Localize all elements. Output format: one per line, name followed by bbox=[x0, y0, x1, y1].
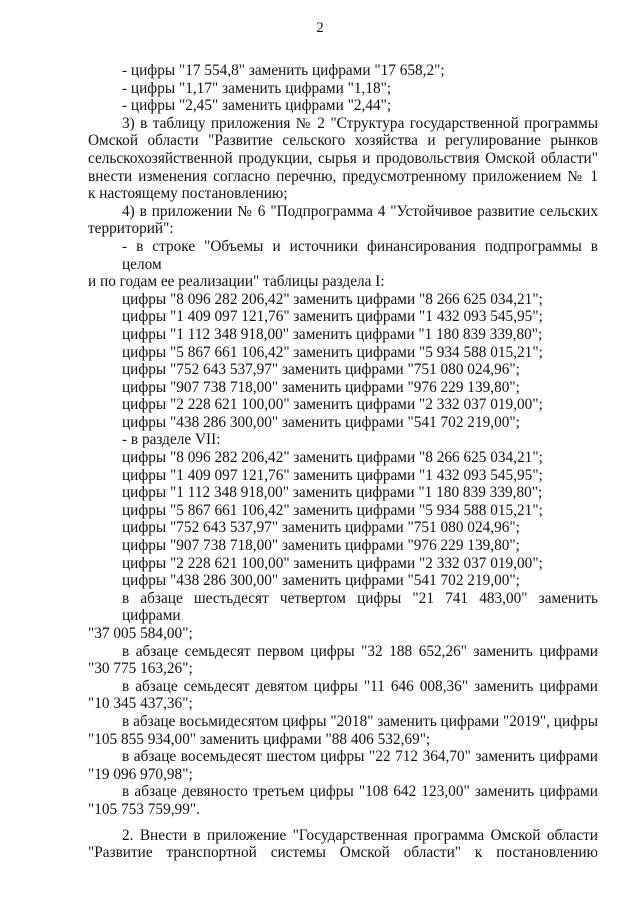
page-number: 2 bbox=[316, 20, 324, 36]
text-line: цифры "2 228 621 100,00" заменить цифрами "2 332 037 019,00"; bbox=[122, 554, 543, 572]
text-line: 3) в таблицу приложения № 2 "Структура государственной программы bbox=[122, 114, 598, 132]
text-line: в абзаце семьдесят первом цифры "32 188 652,26" заменить цифрами bbox=[122, 642, 598, 660]
text-line: "105 753 759,99". bbox=[88, 800, 200, 818]
text-line: цифры "5 867 661 106,42" заменить цифрами "5 934 588 015,21"; bbox=[122, 343, 543, 361]
text-line: цифры "752 643 537,97" заменить цифрами "751 080 024,96"; bbox=[122, 519, 520, 537]
text-line: "19 096 970,98"; bbox=[88, 765, 193, 783]
text-line: 4) в приложении № 6 "Подпрограмма 4 "Устойчивое развитие сельских bbox=[122, 202, 598, 220]
text-line: цифры "1 112 348 918,00" заменить цифрами "1 180 839 339,80"; bbox=[122, 325, 543, 343]
text-line: цифры "8 096 282 206,42" заменить цифрами "8 266 625 034,21"; bbox=[122, 449, 543, 467]
text-line: в абзаце девяносто третьем цифры "108 642 123,00" заменить цифрами bbox=[122, 783, 598, 801]
paragraph-gap bbox=[88, 819, 598, 827]
text-line: цифры "907 738 718,00" заменить цифрами "976 229 139,80"; bbox=[122, 537, 520, 555]
text-line: в абзаце шестьдесят четвертом цифры "21 741 483,00" заменить цифрами bbox=[122, 589, 598, 625]
text-line: 2. Внести в приложение "Государственная программа Омской области bbox=[122, 826, 598, 844]
document-body bbox=[88, 62, 598, 862]
text-line: в абзаце восьмидесятом цифры "2018" заменить цифрами "2019", цифры bbox=[122, 712, 598, 730]
text-line: к настоящему постановлению; bbox=[88, 185, 288, 203]
text-line: "10 345 437,36"; bbox=[88, 695, 193, 713]
text-line: цифры "1 409 097 121,76" заменить цифрами "1 432 093 545,95"; bbox=[122, 466, 543, 484]
text-line: цифры "5 867 661 106,42" заменить цифрами "5 934 588 015,21"; bbox=[122, 501, 543, 519]
text-line: в абзаце семьдесят девятом цифры "11 646 008,36" заменить цифрами bbox=[122, 677, 598, 695]
text-line: и по годам ее реализации" таблицы раздела I: bbox=[88, 273, 385, 291]
text-line: цифры "2 228 621 100,00" заменить цифрами "2 332 037 019,00"; bbox=[122, 396, 543, 414]
text-line: внести изменения согласно перечню, предусмотренному приложением № 1 bbox=[88, 167, 598, 185]
text-line: "37 005 584,00"; bbox=[88, 625, 193, 642]
text-line: цифры "1 409 097 121,76" заменить цифрами "1 432 093 545,95"; bbox=[122, 308, 543, 326]
text-line: - цифры "2,45" заменить цифрами "2,44"; bbox=[122, 97, 392, 115]
text-line: "30 775 163,26"; bbox=[88, 660, 193, 678]
text-line: - цифры "1,17" заменить цифрами "1,18"; bbox=[122, 79, 392, 97]
text-line: цифры "438 286 300,00" заменить цифрами "541 702 219,00"; bbox=[122, 572, 520, 590]
text-line: в абзаце восемьдесят шестом цифры "22 712 364,70" заменить цифрами bbox=[122, 748, 598, 766]
text-line: цифры "907 738 718,00" заменить цифрами "976 229 139,80"; bbox=[122, 378, 520, 396]
text-line: "Развитие транспортной системы Омской области" к постановлению bbox=[88, 844, 598, 862]
text-line: "105 855 934,00" заменить цифрами "88 406 532,69"; bbox=[88, 730, 431, 748]
text-line: территорий": bbox=[88, 220, 174, 238]
text-line: цифры "8 096 282 206,42" заменить цифрами "8 266 625 034,21"; bbox=[122, 290, 543, 308]
text-line: Омской области "Развитие сельского хозяйства и регулирование рынков bbox=[88, 132, 598, 150]
text-line: цифры "1 112 348 918,00" заменить цифрами "1 180 839 339,80"; bbox=[122, 484, 543, 502]
text-line: цифры "438 286 300,00" заменить цифрами "541 702 219,00"; bbox=[122, 413, 520, 431]
text-line: сельскохозяйственной продукции, сырья и продовольствия Омской области" bbox=[88, 149, 598, 167]
text-line: цифры "752 643 537,97" заменить цифрами "751 080 024,96"; bbox=[122, 361, 520, 379]
text-line: - цифры "17 554,8" заменить цифрами "17 658,2"; bbox=[122, 62, 445, 79]
text-line: - в разделе VII: bbox=[122, 431, 221, 449]
text-line: - в строке "Объемы и источники финансирования подпрограммы в целом bbox=[122, 237, 598, 273]
